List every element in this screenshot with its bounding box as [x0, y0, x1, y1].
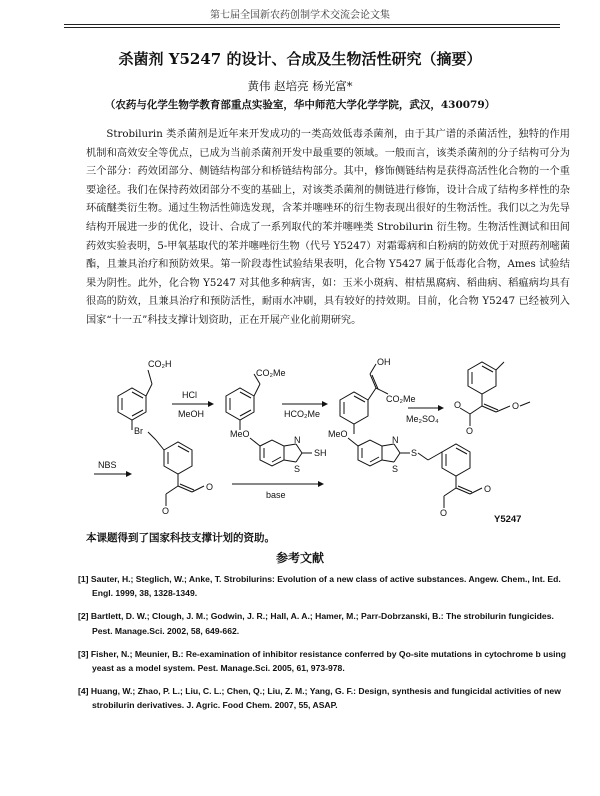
reference-item: [1] Sauter, H.; Steglich, W.; Anke, T. Strobilurins: Evolution of a new class of active substances. Angew. Chem., Int. Ed. Engl. 1999, 38, 1328-1349. [78, 574, 561, 599]
reagent-thiol [230, 429, 327, 474]
references-heading: 参考文献 [275, 551, 324, 565]
synthesis-scheme [90, 356, 560, 528]
paper-affiliation: （农药与化学生物学教育部重点实验室，华中师范大学化学学院，武汉，430079） [104, 99, 496, 111]
label-co2me-1: CO₂Me [256, 368, 286, 378]
paper-title: 杀菌剂 Y5247 的设计、合成及生物活性研究（摘要） [118, 50, 482, 68]
label-s-1: S [294, 464, 301, 474]
reference-item: [4] Huang, W.; Zhao, P. L.; Liu, C. L.; Chen, Q.; Liu, Z. M.; Yang, G. F.: Design, synthesis and fungicidal activities of new strobilurin derivatives. J. Agric. Food Chem. 2007, 55, ASAP. [78, 686, 561, 711]
label-co2h: CO₂H [148, 359, 172, 369]
label-o-5: O [162, 506, 170, 516]
label-base: base [266, 490, 286, 500]
compound-ester [226, 368, 286, 430]
paper-authors: 黄伟 赵培亮 杨光富* [247, 79, 353, 93]
label-y5247: Y5247 [494, 514, 522, 525]
label-hco2me: HCO₂Me [284, 409, 320, 419]
compound-methoxyacrylate [454, 362, 530, 436]
label-s-2: S [392, 464, 399, 474]
header-rule-thin [64, 27, 560, 28]
label-meoh: MeOH [178, 409, 205, 419]
funding-note: 本课题得到了国家科技支撑计划的资助。 [86, 532, 275, 544]
label-o-1: O [512, 401, 520, 411]
label-co2me-2: CO₂Me [386, 394, 416, 404]
label-o-6: O [484, 484, 492, 494]
label-s-3: S [411, 448, 418, 458]
label-o-4: O [206, 482, 214, 492]
compound-bromide [134, 426, 213, 516]
label-o-3: O [466, 426, 474, 436]
label-nbs: NBS [98, 460, 117, 470]
reference-item: [3] Fisher, N.; Meunier, B.: Re-examination of inhibitor resistance conferred by Qo-site mutations in cytochrome b using yeast as a model system. Pest. Manage.Sci. 2005, 61, 973-978. [78, 648, 567, 674]
label-meo-1: MeO [230, 429, 250, 439]
label-n-1: N [294, 435, 301, 445]
reference-item: [2] Bartlett, D. W.; Clough, J. M.; Godwin, J. R.; Hall, A. A.; Hamer, M.; Parr-Dobrzanski, B.: The strobilurin fungicides. Pest. Manage.Sci. 2002, 58, 649-662. [78, 611, 554, 636]
label-sh: SH [314, 448, 327, 458]
label-br: Br [134, 426, 143, 436]
header-rule [64, 24, 560, 25]
compound-enol [340, 357, 416, 434]
label-o-7: O [440, 508, 448, 518]
running-head: 第七届全国新农药创制学术交流会论文集 [210, 10, 390, 21]
label-meo-2: MeO [328, 429, 348, 439]
abstract-paragraph: Strobilurin 类杀菌剂是近年来开发成功的一类高效低毒杀菌剂，由于其广谱的杀菌活性，独特的作用机制和高效安全等优点，已成为当前杀菌剂开发中最重要的领域。一般而言，该类杀菌剂的分子结构可分为三个部分：药效团部分、侧链结构部分和桥链结构部分。其中，修饰侧链结构是获得高活性化合物的一个重要途径。我们在保持药效团部分不变的基础上，对该类杀菌剂的侧链进行修饰，设计合成了结构多样性的杂环硫醚类衍生物。通过生物活性筛选发现，含苯并噻唑环的衍生物表现出很好的生物活性。我们以之为先导结构开展进一步的优化，设计、合成了一系列取代的苯并噻唑类 Strobilurin 衍生物。生物活性测试和田间药效实验表明，5-甲氧基取代的苯并噻唑衍生物（代号 Y5247）对霜霉病和白粉病的防效优于对照药剂嘧菌酯，且兼具治疗和预防效果。第一阶段毒性试验结果表明，化合物 Y5427 属于低毒化合物，Ames 试验结果为阴性。此外，化合物 Y5247 对其他多种病害，如：玉米小斑病、柑桔黑腐病、稻曲病、稻瘟病均具有很高的防效，且兼具治疗和预防活性，耐雨水冲刷，具有较好的持效期。目前，化合物 Y5247 已经被列入国家“十一五”科技支撑计划资助，正在开展产业化前期研究。 [86, 129, 570, 326]
compound-y5247 [328, 429, 521, 525]
label-n-2: N [392, 435, 399, 445]
references-list [78, 572, 570, 722]
label-o-2: O [454, 400, 462, 410]
label-oh: OH [377, 357, 391, 367]
label-hcl: HCl [182, 390, 197, 400]
label-me2so4: Me₂SO₄ [406, 414, 439, 424]
compound-acid [118, 359, 172, 430]
